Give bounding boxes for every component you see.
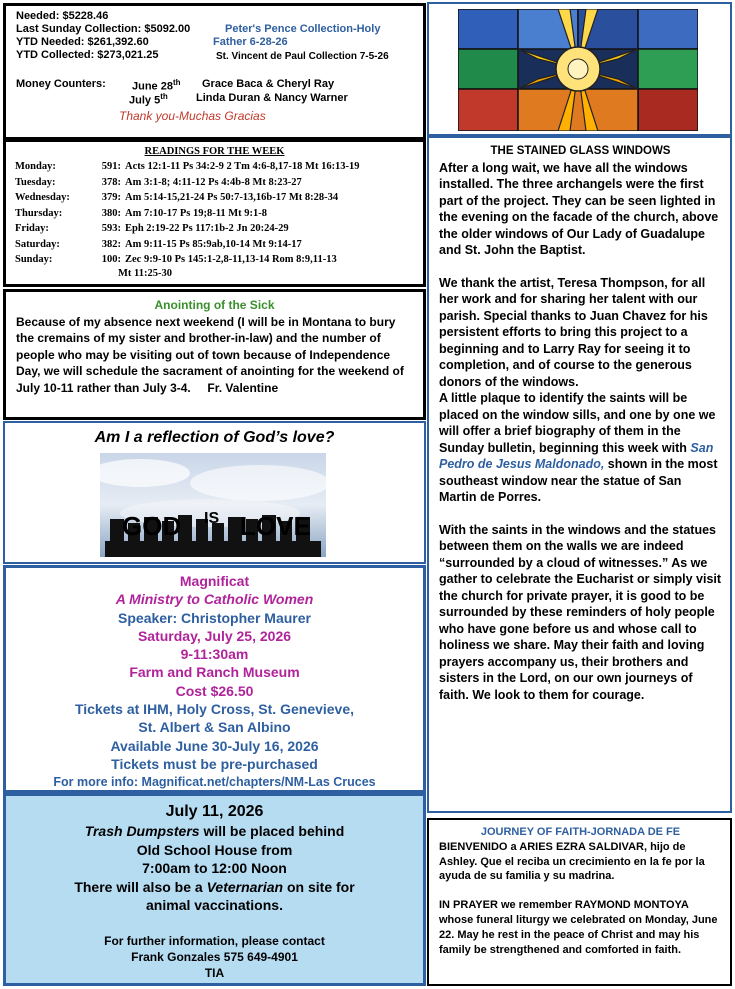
anointing-title: Anointing of the Sick (154, 298, 275, 312)
journey-title: JOURNEY OF FAITH-JORNADA DE FE (480, 826, 681, 838)
anointing-body: Because of my absence next weekend (I will be in Montana to bury the cremains of my sister and brother-in-law) and the number of people who may be visiting out of town because of Independence Day, we will schedule the sacrament of anointing for the weekend of July 10-11 rather than July 3-4. Fr. Valentine (16, 314, 404, 395)
readings-title: READINGS FOR THE WEEK (144, 146, 285, 157)
reading-number: 379: (101, 192, 121, 203)
dumpsters-contact2: Frank Gonzales 575 649-4901 (131, 949, 298, 964)
readings-table (14, 159, 415, 268)
dumpsters-line1: Trash Dumpsters will be placed behind (84, 823, 345, 839)
magnificat-place: Farm and Ranch Museum (129, 664, 300, 681)
counter1-names: Grace Baca & Cheryl Ray (202, 78, 335, 90)
st-vincent-collection: St. Vincent de Paul Collection 7-5-26 (216, 51, 389, 62)
stained-glass-p4: With the saints in the windows and the statues between them on the walls we are indeed “surrounded by a cloud of witnesses.” As we gather to celebrate the Eucharist or simply visit the church for private prayer, it is good to be surrounded by these reminders of holy people who have gone before us and whose call to holiness we share. May their faith and loving prayers accompany us, their brothers and sisters in the Lord, on our own journeys of faith. We look to them for courage. (439, 522, 722, 702)
reading-day: Sunday: (15, 254, 53, 265)
dumpsters-line2: Old School House from (136, 841, 293, 858)
reading-number: 380: (101, 207, 121, 219)
reading-citations: Am 5:14-15,21-24 Ps 50:7-13,16b-17 Mt 8:28-34 (125, 192, 339, 203)
sunday-continuation: Mt 11:25-30 (118, 267, 172, 279)
ytd-needed: YTD Needed: $261,392.60 (16, 36, 149, 48)
last-sunday-collection: Last Sunday Collection: $5092.00 (16, 23, 191, 35)
ytd-collected: YTD Collected: $273,021.25 (16, 49, 159, 61)
reading-day: Thursday: (15, 207, 63, 219)
magnificat-tickets-line1: Tickets at IHM, Holy Cross, St. Genevieve, (74, 701, 355, 718)
reflection-title: Am I a reflection of God’s love? (94, 429, 335, 446)
reading-number: 591: (101, 161, 121, 172)
dumpsters-contact3: TIA (204, 965, 225, 980)
anointing-signature: Fr. Valentine (207, 380, 279, 395)
magnificat-info-link[interactable]: For more info: Magnificat.net/chapters/NM-Las Cruces (53, 775, 376, 790)
reading-row (14, 175, 415, 191)
peters-pence-line1: Peter's Pence Collection-Holy (225, 23, 381, 35)
god-is-love-word2: IS (204, 510, 220, 527)
readings-box (3, 139, 426, 287)
peters-pence-line2: Father 6-28-26 (213, 36, 288, 48)
reading-row (14, 206, 415, 222)
reading-day: Friday: (15, 223, 49, 234)
reading-number: 593: (101, 223, 121, 234)
magnificat-available: Available June 30-July 16, 2026 (110, 737, 319, 754)
dumpsters-date: July 11, 2026 (165, 803, 264, 820)
thanks-text: Thank you-Muchas Gracias (119, 109, 266, 123)
dumpsters-box (3, 793, 426, 986)
reading-row (14, 190, 415, 206)
magnificat-prepurchase: Tickets must be pre-purchased (111, 755, 318, 772)
reading-citations: Eph 2:19-22 Ps 117:1b-2 Jn 20:24-29 (125, 223, 289, 234)
finance-box (3, 3, 426, 140)
anointing-box (3, 289, 426, 420)
dumpsters-line3: 7:00am to 12:00 Noon (142, 860, 287, 876)
journey-p2: IN PRAYER we remember RAYMOND MONTOYA whose funeral liturgy we celebrated on Monday, June 22. May he rest in the peace of Christ and may his family be strengthened and comforted in faith. (439, 899, 718, 956)
reading-number: 100: (101, 254, 121, 265)
reading-number: 382: (101, 238, 121, 250)
reading-day: Saturday: (15, 238, 60, 250)
reading-citations: Am 3:1-8; 4:11-12 Ps 4:4b-8 Mt 8:23-27 (125, 176, 302, 188)
reflection-box (3, 421, 426, 564)
dumpsters-line4: There will also be a Veternarian on site for (74, 878, 355, 895)
reading-citations: Am 7:10-17 Ps 19;8-11 Mt 9:1-8 (125, 207, 268, 219)
god-is-love-word3: LOVE (240, 511, 311, 541)
god-is-love-word1: GOD (122, 511, 182, 541)
reading-number: 378: (101, 176, 121, 188)
stained-glass-title: THE STAINED GLASS WINDOWS (490, 145, 671, 157)
god-is-love-image (100, 453, 326, 557)
stained-glass-frame (427, 2, 732, 136)
magnificat-box (3, 565, 426, 793)
reading-row (14, 252, 415, 268)
reading-row (14, 159, 415, 175)
stained-glass-p2: We thank the artist, Teresa Thompson, for all her work and for sharing her talent with our parish. Special thanks to Juan Chavez for his persistent efforts to bring this project to a beginning and to Larry Ray for seeing it to completion, and of course to the generous donors of the windows. (439, 275, 708, 389)
reading-row (14, 221, 415, 237)
reading-citations: Zec 9:9-10 Ps 145:1-2,8-11,13-14 Rom 8:9,11-13 (125, 254, 337, 265)
dumpsters-line5: animal vaccinations. (146, 897, 283, 913)
stained-glass-article (427, 136, 732, 813)
counter1-date: June 28th (132, 78, 181, 93)
reading-day: Wednesday: (15, 192, 70, 203)
magnificat-cost: Cost $26.50 (175, 682, 254, 699)
reading-citations: Acts 12:1-11 Ps 34:2-9 2 Tm 4:6-8,17-18 Mt 16:13-19 (125, 161, 360, 172)
magnificat-tickets-line2: St. Albert & San Albino (138, 719, 291, 736)
counter2-date: July 5th (129, 92, 168, 107)
magnificat-subtitle: A Ministry to Catholic Women (115, 591, 314, 608)
dumpsters-contact1: For further information, please contact (104, 933, 325, 948)
needed-amount: Needed: $5228.46 (16, 10, 109, 22)
magnificat-date: Saturday, July 25, 2026 (137, 627, 292, 644)
magnificat-title: Magnificat (179, 573, 250, 589)
reading-row (14, 237, 415, 253)
counter2-names: Linda Duran & Nancy Warner (196, 92, 348, 104)
magnificat-time: 9-11:30am (180, 646, 249, 663)
stained-glass-p1: After a long wait, we have all the windows installed. The three archangels were the first part of the project. They can be seen lighted in the evening on the facade of the church, above the older windows of Our Lady of Guadalupe and St. John the Baptist. (439, 160, 719, 257)
reading-citations: Am 9:11-15 Ps 85:9ab,10-14 Mt 9:14-17 (125, 238, 302, 250)
stained-glass-p3: A little plaque to identify the saints will be placed on the window sills, and one by one we will offer a brief biography of them in the Sunday bulletin, beginning this week with San Pedro de Jesus Maldonado, shown in the most southeast window near the statue of San Martin de Porres. (439, 391, 718, 504)
reading-day: Monday: (15, 161, 56, 172)
journey-box (427, 818, 732, 986)
stained-glass-image (458, 9, 698, 131)
journey-p1: BIENVENIDO a ARIES EZRA SALDIVAR, hijo de Ashley. Que el reciba un crecimiento en la fe por la ayuda de su familia y su madrina. (439, 840, 705, 883)
saint-name: San Pedro de Jesus Maldonado, (439, 440, 714, 471)
counters-label: Money Counters: (16, 78, 106, 90)
magnificat-speaker: Speaker: Christopher Maurer (118, 609, 311, 626)
reading-day: Tuesday: (15, 176, 56, 188)
